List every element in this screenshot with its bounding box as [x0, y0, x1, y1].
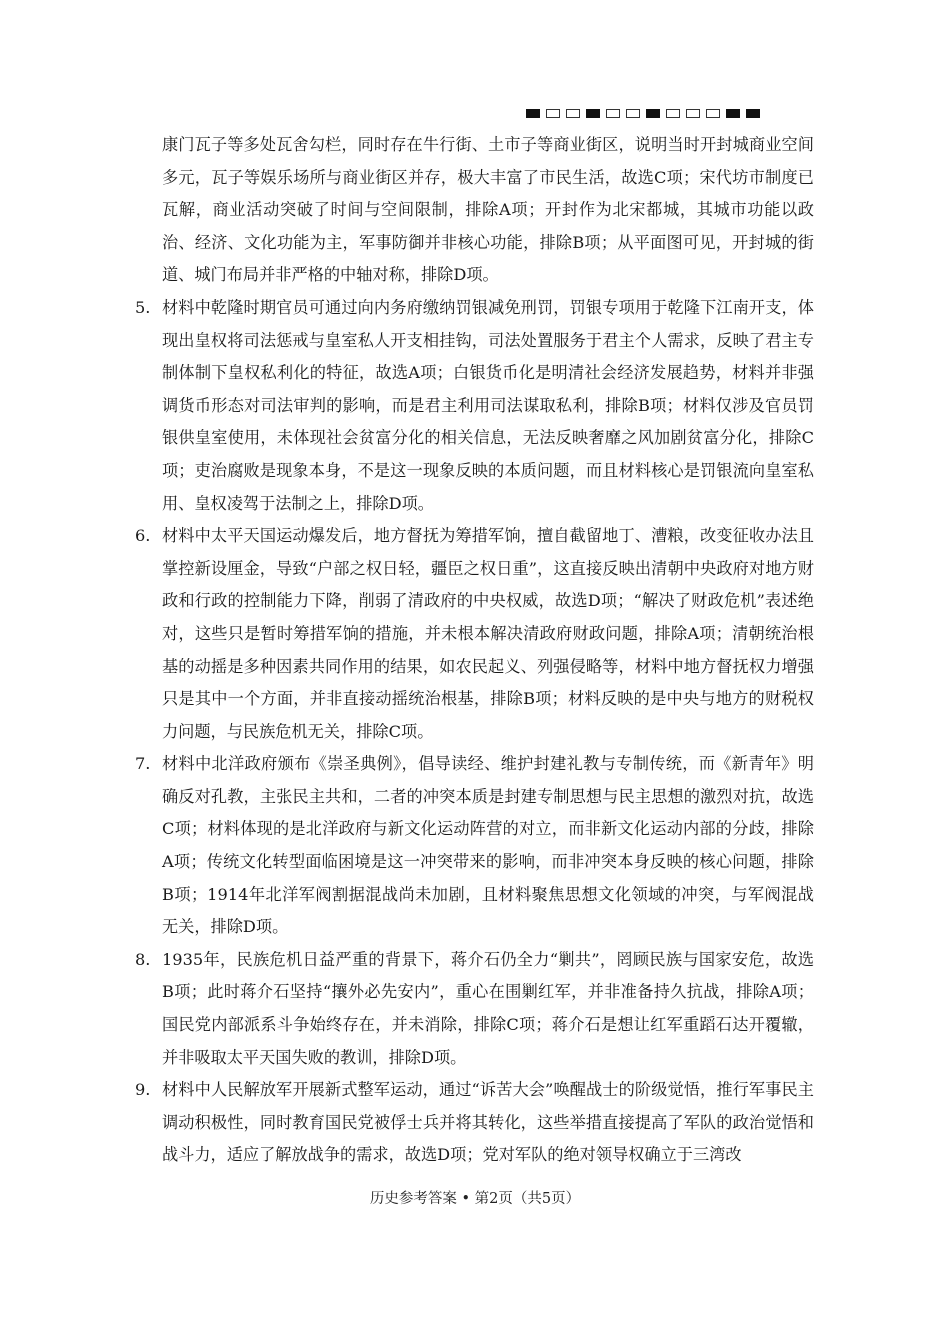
header-mark-filled — [586, 109, 600, 118]
answer-number: 6. — [135, 526, 151, 546]
header-mark-empty — [706, 109, 720, 118]
header-mark-filled — [726, 109, 740, 118]
header-mark-empty — [626, 109, 640, 118]
answer-item — [0, 292, 950, 520]
header-mark-empty — [666, 109, 680, 118]
answer-text: 材料中人民解放军开展新式整军运动，通过“诉苦大会”唤醒战士的阶级觉悟，推行军事民主调动积极性，同时教育国民党被俘士兵并将其转化，这些举措直接提高了军队的政治觉悟和战斗力，适应了解放战争的需求，故选D项；党对军队的绝对领导权确立于三湾改 — [162, 1080, 814, 1165]
answer-text: 材料中太平天国运动爆发后，地方督抚为筹措军饷，擅自截留地丁、漕粮，改变征收办法且掌控新设厘金，导致“户部之权日轻，疆臣之权日重”，这直接反映出清朝中央政府对地方财政和行政的控制能力下降，削弱了清政府的中央权威，故选D项；“解决了财政危机”表述绝对，这些只是暂时筹措军饷的措施，并未根本解决清政府财政问题，排除A项；清朝统治根基的动摇是多种因素共同作用的结果，如农民起义、列强侵略等，材料中地方督抚权力增强只是其中一个方面，并非直接动摇统治根基，排除B项；材料反映的是中央与地方的财税权力问题，与民族危机无关，排除C项。 — [162, 526, 814, 741]
header-mark-empty — [606, 109, 620, 118]
answer-item — [0, 748, 950, 944]
answer-list — [0, 292, 950, 1172]
answer-item — [0, 944, 950, 1074]
header-mark-empty — [546, 109, 560, 118]
answer-text: 1935年，民族危机日益严重的背景下，蒋介石仍全力“剿共”，罔顾民族与国家安危，故选B项；此时蒋介石坚持“攘外必先安内”，重心在围剿红军，并非准备持久抗战，排除A项；国民党内部派系斗争始终存在，并未消除，排除C项；蒋介石是想让红军重蹈石达开覆辙，并非吸取太平天国失败的教训，排除D项。 — [162, 949, 814, 1067]
header-mark-filled — [526, 109, 540, 118]
answer-text: 材料中乾隆时期官员可通过向内务府缴纳罚银减免刑罚，罚银专项用于乾隆下江南开支，体现出皇权将司法惩戒与皇室私人开支相挂钩，司法处置服务于君主个人需求，反映了君主专制体制下皇权私利化的特征，故选A项；白银货币化是明清社会经济发展趋势，材料并非强调货币形态对司法审判的影响，而是君主利用司法谋取私利，排除B项；材料仅涉及官员罚银供皇室使用，未体现社会贫富分化的相关信息，无法反映奢靡之风加剧贫富分化，排除C项；吏治腐败是现象本身，不是这一现象反映的本质问题，而且材料核心是罚银流向皇室私用、皇权凌驾于法制之上，排除D项。 — [162, 297, 814, 513]
answer-number: 9. — [135, 1080, 151, 1100]
header-mark-empty — [686, 109, 700, 118]
answer-number: 8. — [135, 949, 151, 969]
answer-number: 5. — [135, 297, 151, 317]
header-marks — [526, 107, 760, 121]
continuation-paragraph: 康门瓦子等多处瓦舍勾栏，同时存在牛行街、土市子等商业街区，说明当时开封城商业空间多元，瓦子等娱乐场所与商业街区并存，极大丰富了市民生活，故选C项；宋代坊市制度已瓦解，商业活动突破了时间与空间限制，排除A项；开封作为北宋都城，其城市功能以政治、经济、文化功能为主，军事防御并非核心功能，排除B项；从平面图可见，开封城的街道、城门布局并非严格的中轴对称，排除D项。 — [162, 135, 814, 285]
answer-item — [0, 1074, 950, 1172]
answer-content — [0, 129, 950, 1172]
header-mark-filled — [646, 109, 660, 118]
answer-text: 材料中北洋政府颁布《崇圣典例》，倡导读经、维护封建礼教与专制传统，而《新青年》明确反对孔教，主张民主共和，二者的冲突本质是封建专制思想与民主思想的激烈对抗，故选C项；材料体现的是北洋政府与新文化运动阵营的对立，而非新文化运动内部的分歧，排除A项；传统文化转型面临困境是这一冲突带来的影响，而非冲突本身反映的核心问题，排除B项；1914年北洋军阀割据混战尚未加剧，且材料聚焦思想文化领域的冲突，与军阀混战无关，排除D项。 — [162, 754, 814, 937]
header-mark-filled — [746, 109, 760, 118]
page-footer: 历史参考答案 • 第2页（共5页） — [369, 1191, 581, 1207]
answer-number: 7. — [135, 754, 151, 774]
header-mark-empty — [566, 109, 580, 118]
answer-item — [0, 520, 950, 748]
